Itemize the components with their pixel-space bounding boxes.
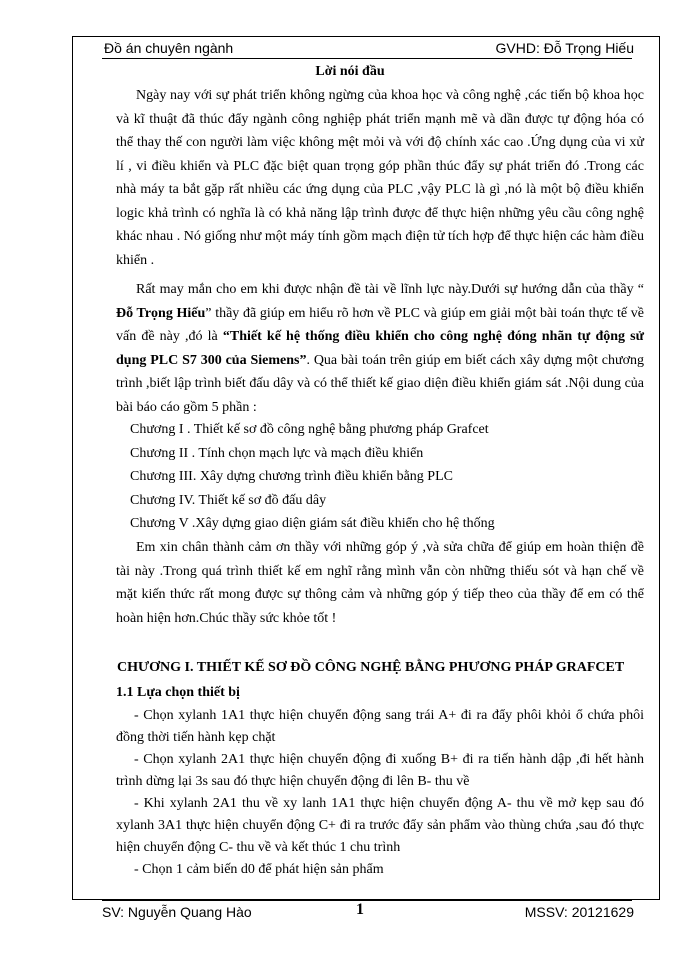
section-heading: 1.1 Lựa chọn thiết bị bbox=[116, 685, 240, 700]
chapter-heading: CHƯƠNG I. THIẾT KẾ SƠ ĐỒ CÔNG NGHỆ BẰNG PHƯƠNG PHÁP GRAFCET bbox=[117, 660, 625, 675]
chapter-list-item: Chương V .Xây dựng giao diện giám sát điều khiển cho hệ thống bbox=[130, 516, 495, 531]
header-supervisor: GVHD: Đỗ Trọng Hiếu bbox=[495, 40, 634, 56]
equipment-item: - Chọn 1 cảm biến d0 để phát hiện sản phẩm bbox=[134, 862, 384, 877]
header-divider bbox=[102, 58, 632, 59]
project-title: “Thiết kế hệ thống điều khiển cho công nghệ đóng nhãn tự động sử dụng PLC S7 300 của Siemens” bbox=[116, 329, 645, 368]
intro-p2-text-b: ” thầy đã giúp em hiểu rõ hơn về PLC và giúp em giải một bài toán thực tế về vấn đề này ,đó là bbox=[116, 305, 644, 344]
teacher-name: Đỗ Trọng Hiếu bbox=[116, 305, 206, 321]
equipment-item: - Chọn xylanh 2A1 thực hiện chuyển động đi xuống B+ đi ra tiến hành dập ,đi hết hành trình dừng lại 3s sau đó thực hiện chuyển động đi lên B- thu về bbox=[116, 752, 644, 789]
intro-paragraph-2 bbox=[116, 278, 644, 419]
intro-p2-text-a: Rất may mắn cho em khi được nhận đề tài về lĩnh lực này.Dưới sự hướng dẫn của thầy “ bbox=[136, 282, 644, 297]
footer-student-id: MSSV: 20121629 bbox=[524, 904, 634, 920]
chapter-list-item: Chương II . Tính chọn mạch lực và mạch điều khiển bbox=[130, 445, 424, 461]
chapter-list-item: Chương IV. Thiết kế sơ đồ đấu dây bbox=[130, 492, 327, 508]
equipment-list bbox=[116, 705, 644, 881]
footer-divider bbox=[102, 900, 632, 901]
intro-paragraph-3: Em xin chân thành cảm ơn thầy với những góp ý ,và sửa chữa để giúp em hoàn thiện đề tài này .Trong quá trình thiết kế em nghĩ rằng mình vẫn còn những thiếu sót và hạn chế về mặt kiến thức rất mong được sự thông cảm và những góp ý tiếp theo của thầy để em có thể hoàn hiện hơn.Chúc thầy sức khỏe tốt ! bbox=[116, 540, 644, 626]
chapter-list-item: Chương III. Xây dựng chương trình điều khiển bằng PLC bbox=[130, 469, 453, 484]
intro-paragraph-1: Ngày nay với sự phát triển không ngừng của khoa học và công nghệ ,các tiến bộ khoa học và kĩ thuật đã thúc đẩy ngành công nghiệp phát triển mạnh mẽ và dần được tự động hóa có thể thay thế con người làm việc không mệt mỏi và với độ chính xác cao .Ứng dụng của vi xử lí , vi điều khiển và PLC đặc biệt quan trọng góp phần thúc đẩy sự phát triển đó .Trong các nhà máy ta bắt gặp rất nhiều các ứng dụng của PLC ,vậy PLC là gì ,nó là một bộ điều khiển logic khả trình có nghĩa là có khả năng lập trình được để thực hiện những yêu cầu công nghệ khác nhau . Nó giống như một máy tính gồm mạch điện tử tích hợp để thực hiện các hàm điều khiển . bbox=[116, 88, 644, 268]
page-number: 1 bbox=[356, 901, 364, 918]
equipment-item: - Chọn xylanh 1A1 thực hiện chuyển động sang trái A+ đi ra đẩy phôi khỏi ổ chứa phôi đồng thời tiến hành kẹp chặt bbox=[116, 708, 644, 745]
intro-p2-text-c: . Qua bài toán trên giúp em biết cách xây dựng một chương trình ,biết lập trình biết đấu dây và có thể thiết kế giao diện điều khiển giám sát .Nội dung của bài báo cáo gồm 5 phần : bbox=[116, 352, 644, 415]
page-title: Lời nói đầu bbox=[315, 64, 385, 79]
header-course: Đồ án chuyên ngành bbox=[104, 40, 234, 56]
chapter-list bbox=[130, 418, 495, 536]
footer-student: SV: Nguyễn Quang Hào bbox=[102, 904, 252, 920]
equipment-item: - Khi xylanh 2A1 thu về xy lanh 1A1 thực hiện chuyển động A- thu về mở kẹp sau đó xylanh 3A1 thực hiện chuyển động C+ đi ra trước đẩy sản phẩm vào thùng chứa ,sau đó thực hiện chuyển động C- thu về và kết thúc 1 chu trình bbox=[116, 796, 644, 855]
chapter-list-item: Chương I . Thiết kế sơ đồ công nghệ bằng phương pháp Grafcet bbox=[130, 422, 489, 437]
